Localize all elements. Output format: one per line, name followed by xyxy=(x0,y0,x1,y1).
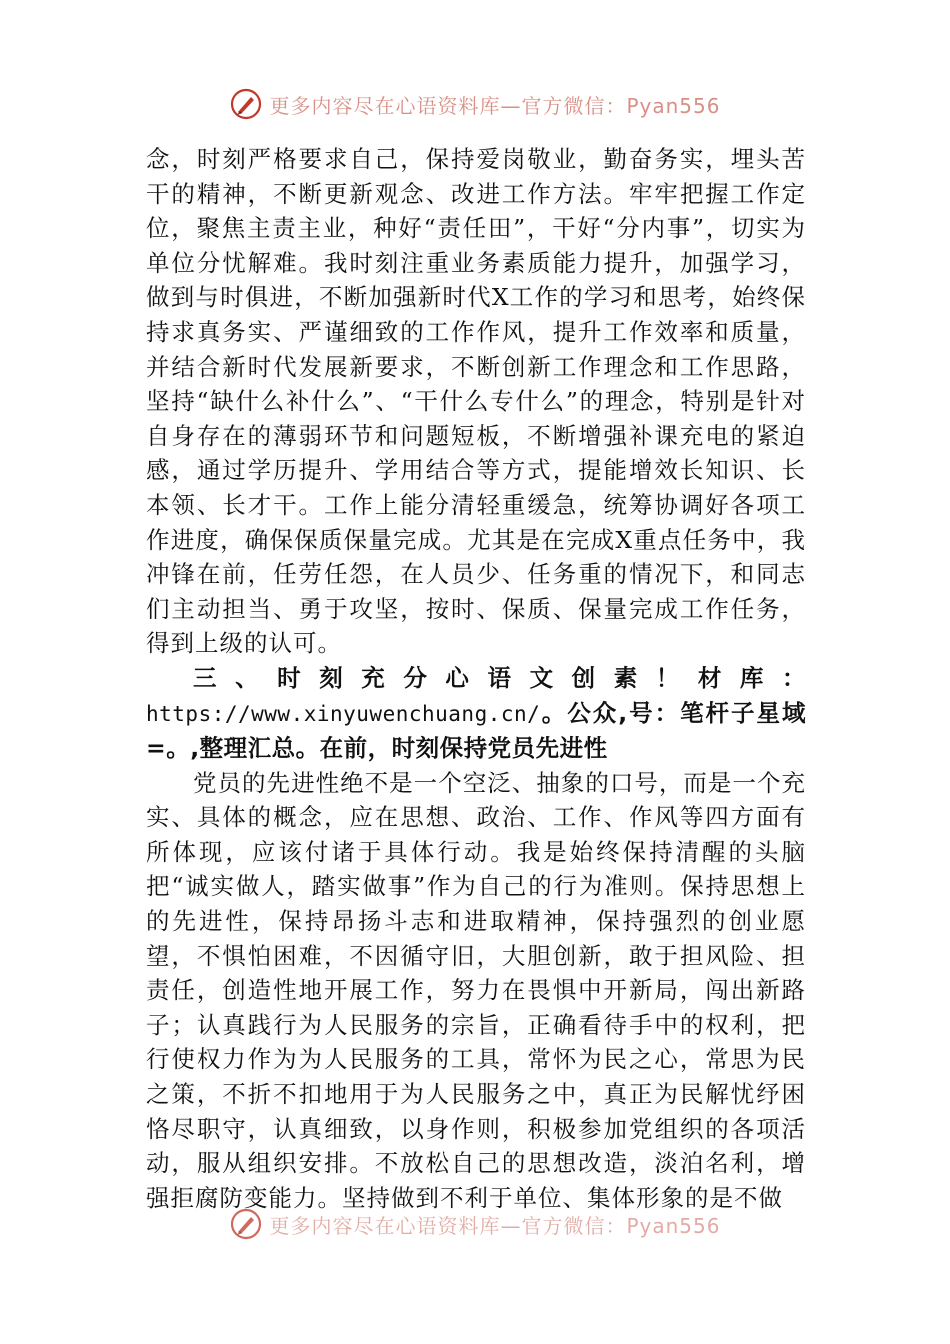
pen-logo-icon xyxy=(229,1207,263,1241)
footer-watermark xyxy=(0,1206,950,1242)
document-body xyxy=(146,142,806,1215)
heading-prefix: 三、时刻充分心语文创素！材库： xyxy=(193,663,806,692)
paragraph-work-attitude: 念，时刻严格要求自己，保持爱岗敬业，勤奋务实，埋头苦干的精神，不断更新观念、改进工作方法。牢牢把握工作定位，聚焦主责主业，种好“责任田”，干好“分内事”，切实为单位分忧解难。我时刻注重业务素质能力提升，加强学习，做到与时俱进，不断加强新时代X工作的学习和思考，始终保持求真务实、严谨细致的工作作风，提升工作效率和质量，并结合新时代发展新要求，不断创新工作理念和工作思路，坚持“缺什么补什么”、“干什么专什么”的理念，特别是针对自身存在的薄弱环节和问题短板，不断增强补课充电的紧迫感，通过学历提升、学用结合等方式，提能增效长知识、长本领、长才干。工作上能分清轻重缓急，统筹协调好各项工作进度，确保保质保量完成。尤其是在完成X重点任务中，我冲锋在前，任劳任怨，在人员少、任务重的情况下，和同志们主动担当、勇于攻坚，按时、保质、保量完成工作任务，得到上级的认可。 xyxy=(146,145,806,658)
paragraph-party-advancement: 党员的先进性绝不是一个空泛、抽象的口号，而是一个充实、具体的概念，应在思想、政治、工作、作风等四方面有所体现，应该付诸于具体行动。我是始终保持清醒的头脑把“诚实做人，踏实做事”作为自己的行为准则。保持思想上的先进性，保持昂扬斗志和进取精神，保持强烈的创业愿望，不惧怕困难，不因循守旧，大胆创新，敢于担风险、担责任，创造性地开展工作，努力在畏惧中开新局，闯出新路子；认真践行为人民服务的宗旨，正确看待手中的权利，把行使权力作为为人民服务的工具，常怀为民之心，常思为民之策，不折不扣地用于为人民服务之中，真正为民解忧纾困恪尽职守，认真细致，以身作则，积极参加党组织的各项活动，服从组织安排。不放松自己的思想改造，淡泊名利，增强拒腐防变能力。坚持做到不利于单位、集体形象的是不做 xyxy=(146,768,806,1212)
pen-logo-icon xyxy=(229,87,263,121)
heading-suffix: 。公众,号：笔杆子星域=。,整理汇总。在前，时刻保持党员先进性 xyxy=(146,698,806,763)
watermark-text: 更多内容尽在心语资料库—官方微信：Pyan556 xyxy=(269,1213,721,1238)
header-watermark xyxy=(0,86,950,122)
watermark-text: 更多内容尽在心语资料库—官方微信：Pyan556 xyxy=(269,93,721,118)
section-heading-3 xyxy=(146,661,806,766)
heading-url: https://www.xinyuwenchuang.cn/ xyxy=(146,701,541,726)
